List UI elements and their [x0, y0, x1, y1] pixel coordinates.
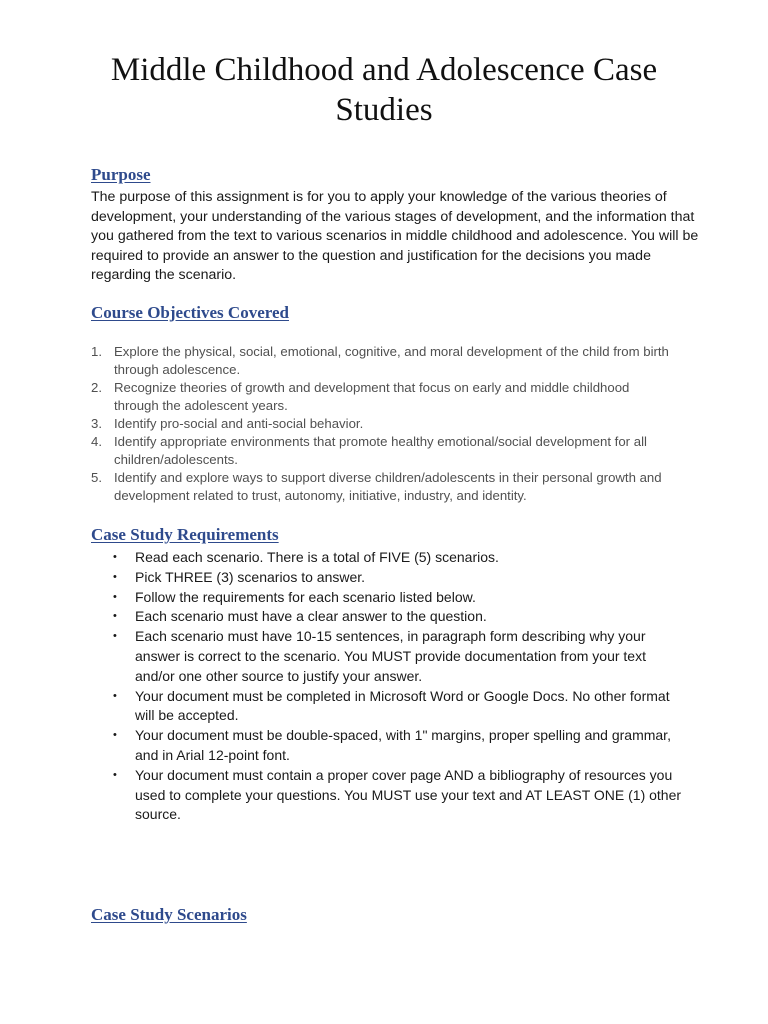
requirement-item — [113, 588, 683, 608]
bullet-icon: • — [113, 729, 117, 742]
bullet-icon: • — [113, 768, 117, 781]
requirement-text: Each scenario must have 10-15 sentences, in paragraph form describing why your answer is correct to the scenario. You MUST provide documentation from your text and/or one other source to justify your answer. — [135, 628, 646, 684]
requirement-item — [113, 568, 683, 588]
requirement-text: Your document must contain a proper cover page AND a bibliography of resources you used to complete your questions. You MUST use your text and AT LEAST ONE (1) other source. — [135, 766, 682, 823]
objective-text: Explore the physical, social, emotional, cognitive, and moral development of the child from birth through adolescence. — [114, 344, 669, 377]
document-title: Middle Childhood and Adolescence Case Studies — [110, 52, 658, 128]
requirement-text: Pick THREE (3) scenarios to answer. — [135, 568, 366, 585]
objective-number: 4. — [91, 434, 102, 449]
objective-number: 5. — [91, 470, 102, 485]
requirement-text: Your document must be completed in Microsoft Word or Google Docs. No other format will be accepted. — [135, 687, 670, 724]
purpose-heading: Purpose — [91, 165, 151, 184]
requirement-text: Your document must be double-spaced, with 1" margins, proper spelling and grammar, and in Arial 12-point font. — [135, 727, 671, 763]
requirement-item — [113, 548, 683, 568]
requirement-text: Each scenario must have a clear answer to the question. — [135, 608, 487, 625]
objective-text: Identify pro-social and anti-social behavior. — [114, 416, 364, 431]
objective-item — [91, 433, 671, 469]
bullet-icon: • — [113, 689, 117, 702]
objective-item — [91, 469, 671, 505]
requirement-text: Follow the requirements for each scenario listed below. — [135, 588, 476, 605]
purpose-paragraph: The purpose of this assignment is for you to apply your knowledge of the various theories of development, your understanding of the various stages of development, and the information that you gathered from the text to various scenarios in middle childhood and adolescence. You will be required to provide an answer to the question and justification for the decisions you made regarding the scenario. — [91, 189, 699, 284]
objective-text: Identify and explore ways to support diverse children/adolescents in their personal growth and development related to trust, autonomy, initiative, industry, and identity. — [114, 470, 662, 503]
objective-text: Identify appropriate environments that promote healthy emotional/social development for all children/adolescents. — [114, 434, 647, 467]
bullet-icon: • — [113, 610, 117, 623]
objective-item — [91, 379, 671, 415]
bullet-icon: • — [113, 551, 117, 563]
objective-number: 1. — [91, 344, 102, 359]
objective-text: Recognize theories of growth and development that focus on early and middle childhood through the adolescent years. — [114, 380, 630, 413]
requirement-item — [113, 687, 683, 727]
requirement-item — [113, 726, 683, 766]
objectives-list — [91, 343, 671, 505]
requirements-heading: Case Study Requirements — [91, 525, 279, 544]
requirement-text: Read each scenario. There is a total of FIVE (5) scenarios. — [135, 549, 499, 565]
requirement-item — [113, 607, 683, 627]
requirement-item — [113, 766, 683, 825]
bullet-icon: • — [113, 570, 117, 583]
bullet-icon: • — [113, 590, 117, 603]
requirement-item — [113, 627, 683, 686]
bullet-icon: • — [113, 630, 117, 643]
scenarios-heading: Case Study Scenarios — [91, 905, 247, 924]
objective-item — [91, 415, 671, 433]
objective-number: 3. — [91, 416, 102, 431]
objective-number: 2. — [91, 380, 102, 395]
objective-item — [91, 343, 671, 379]
requirements-list — [113, 548, 683, 825]
objectives-heading: Course Objectives Covered — [91, 303, 289, 322]
